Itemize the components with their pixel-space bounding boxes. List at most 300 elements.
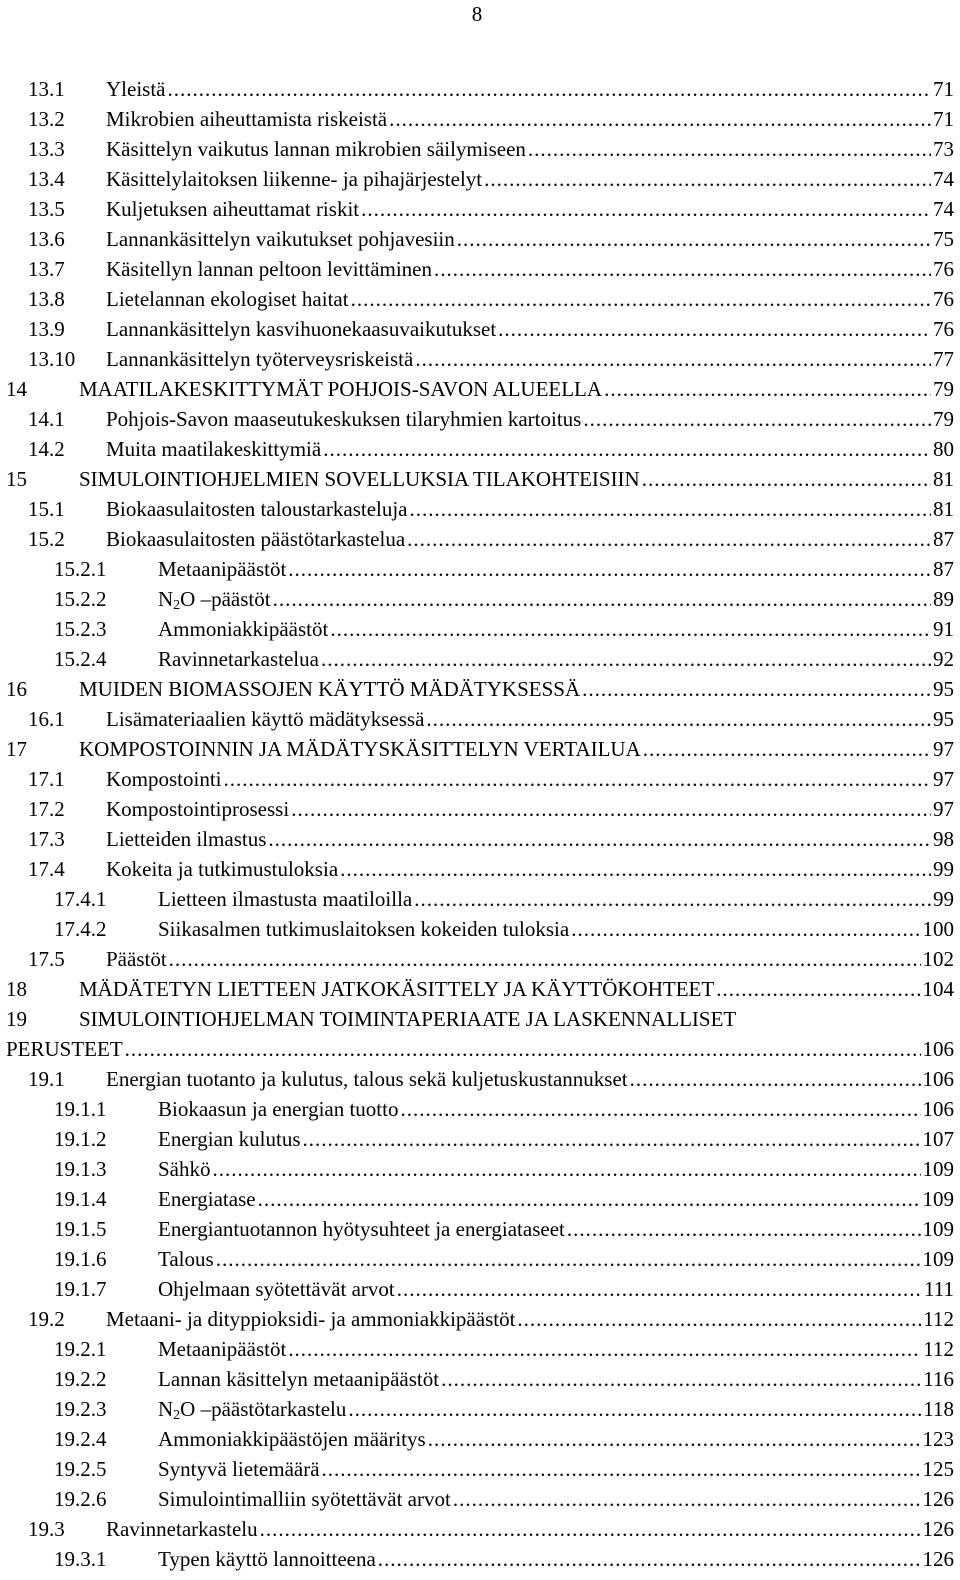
dot-leader	[273, 584, 931, 614]
toc-entry-body	[106, 344, 954, 374]
dot-leader	[291, 794, 931, 824]
toc-entry-page[interactable]: 92	[933, 647, 954, 671]
toc-entry-title: Metaani- ja dityppioksidi- ja ammoniakkipäästöt	[106, 1304, 517, 1334]
toc-entry[interactable]	[0, 524, 954, 554]
toc-entry-body	[79, 734, 954, 764]
toc-entry-body	[158, 1094, 954, 1124]
dot-leader	[517, 1304, 921, 1334]
toc-entry-body	[158, 1454, 954, 1484]
toc-entry-number: 13.1	[28, 77, 65, 101]
dot-leader	[642, 464, 931, 494]
toc-entry-title: Siikasalmen tutkimuslaitoksen kokeiden tuloksia	[158, 914, 571, 944]
toc-entry-page[interactable]: 111	[924, 1277, 954, 1301]
toc-entry-number: 19.2.5	[54, 1457, 107, 1481]
toc-entry-page[interactable]: 71	[933, 77, 954, 101]
toc-entry-number: 17.4.1	[54, 887, 107, 911]
toc-entry-page[interactable]: 75	[933, 227, 954, 251]
toc-entry-page[interactable]: 89	[933, 587, 954, 611]
dot-leader	[426, 704, 931, 734]
toc-entry-number: 19.2.3	[54, 1397, 107, 1421]
toc-entry[interactable]	[0, 674, 954, 704]
toc-entry[interactable]	[0, 914, 954, 944]
toc-entry-page[interactable]: 79	[933, 377, 954, 401]
toc-entry-page[interactable]: 71	[933, 107, 954, 131]
toc-entry[interactable]	[0, 764, 954, 794]
toc-entry-number: 19.3	[28, 1517, 65, 1541]
toc-entry-body	[158, 1364, 954, 1394]
toc-entry[interactable]	[0, 1124, 954, 1154]
title-part: N	[158, 587, 174, 611]
toc-entry[interactable]	[0, 704, 954, 734]
toc-entry[interactable]	[0, 314, 954, 344]
toc-entry-number: 17.5	[28, 947, 65, 971]
dot-leader	[351, 284, 931, 314]
toc-entry-title: Energiatase	[158, 1184, 258, 1214]
toc-entry-number: 17.1	[28, 767, 65, 791]
toc-entry-title: Lietelannan ekologiset haitat	[106, 284, 351, 314]
toc-entry-number: 19.1.7	[54, 1277, 107, 1301]
toc-entry[interactable]	[0, 1214, 954, 1244]
toc-entry-page[interactable]: 76	[933, 257, 954, 281]
dot-leader	[330, 614, 931, 644]
toc-entry-body	[106, 164, 954, 194]
dot-leader	[321, 644, 931, 674]
toc-entry-number: 19.1	[28, 1067, 65, 1091]
toc-entry-page[interactable]: 107	[922, 1127, 954, 1151]
toc-entry-title: Muita maatilakeskittymiä	[106, 434, 323, 464]
toc-entry-title: KOMPOSTOINNIN JA MÄDÄTYSKÄSITTELYN VERTAILUA	[79, 734, 643, 764]
toc-entry-body	[106, 134, 954, 164]
toc-entry[interactable]	[0, 1274, 954, 1304]
toc-entry-page[interactable]: 112	[923, 1307, 954, 1331]
toc-entry-body	[158, 614, 954, 644]
toc-entry[interactable]	[0, 434, 954, 464]
dot-leader	[268, 824, 931, 854]
toc-entry-title-continued: PERUSTEET	[6, 1034, 125, 1064]
toc-entry-page[interactable]: 76	[933, 287, 954, 311]
toc-entry-page[interactable]: 109	[922, 1247, 954, 1271]
toc-entry-number: 19	[6, 1007, 27, 1031]
toc-entry-title: Lannankäsittelyn työterveysriskeistä	[106, 344, 415, 374]
toc-entry-number: 14.2	[28, 437, 65, 461]
toc-entry-number: 19.2.1	[54, 1337, 107, 1361]
toc-entry[interactable]	[0, 494, 954, 524]
toc-entry-title	[158, 584, 273, 614]
toc-entry[interactable]	[0, 1064, 954, 1094]
toc-entry[interactable]	[0, 614, 954, 644]
toc-entry-page[interactable]: 98	[933, 827, 954, 851]
toc-entry[interactable]	[0, 1304, 954, 1334]
toc-entry-title: Ammoniakkipäästöt	[158, 614, 330, 644]
toc-entry-page[interactable]: 80	[933, 437, 954, 461]
toc-entry[interactable]	[0, 884, 954, 914]
toc-entry-number: 17.4.2	[54, 917, 107, 941]
toc-entry-body	[106, 854, 954, 884]
title-part: N	[158, 1397, 174, 1421]
dot-leader	[453, 1484, 921, 1514]
toc-entry[interactable]	[0, 374, 954, 404]
dot-leader	[643, 734, 931, 764]
toc-entry-body	[158, 1334, 954, 1364]
toc-entry[interactable]	[0, 554, 954, 584]
dot-leader	[434, 254, 931, 284]
dot-leader	[322, 1454, 921, 1484]
toc-entry-number: 18	[6, 977, 27, 1001]
toc-entry-number: 19.2.6	[54, 1487, 107, 1511]
toc-entry-body	[158, 914, 954, 944]
toc-entry-title: MUIDEN BIOMASSOJEN KÄYTTÖ MÄDÄTYKSESSÄ	[79, 674, 582, 704]
toc-entry[interactable]	[0, 974, 954, 1004]
toc-entry-body	[158, 884, 954, 914]
toc-entry-title: Pohjois-Savon maaseutukeskuksen tilaryhmien kartoitus	[106, 404, 583, 434]
toc-entry-title: Lannan käsittelyn metaanipäästöt	[158, 1364, 441, 1394]
toc-entry-page[interactable]: 81	[933, 497, 954, 521]
toc-entry[interactable]	[0, 1154, 954, 1184]
toc-entry-number: 17.3	[28, 827, 65, 851]
toc-entry-page[interactable]: 95	[933, 707, 954, 731]
toc-entry-page[interactable]: 73	[933, 137, 954, 161]
toc-entry-title: Energian kulutus	[158, 1124, 303, 1154]
toc-entry-title: Ravinnetarkastelu	[106, 1514, 260, 1544]
toc-entry[interactable]	[0, 284, 954, 314]
toc-entry[interactable]	[0, 1094, 954, 1124]
title-part: O –päästöt	[180, 587, 271, 611]
toc-entry-body	[106, 704, 954, 734]
toc-entry-page[interactable]: 87	[933, 557, 954, 581]
dot-leader	[361, 194, 931, 224]
toc-entry-page[interactable]: 118	[923, 1397, 954, 1421]
toc-entry-title: SIMULOINTIOHJELMAN TOIMINTAPERIAATE JA LASKENNALLISET	[79, 1007, 737, 1031]
toc-entry-title	[158, 1394, 348, 1424]
toc-entry[interactable]	[0, 1334, 954, 1364]
dot-leader	[415, 344, 931, 374]
toc-entry-number: 16.1	[28, 707, 65, 731]
dot-leader	[167, 74, 931, 104]
dot-leader	[303, 1124, 921, 1154]
toc-entry[interactable]	[0, 344, 954, 374]
toc-entry-title: Mikrobien aiheuttamista riskeistä	[106, 104, 389, 134]
toc-entry-number: 14.1	[28, 407, 65, 431]
toc-entry-number: 13.2	[28, 107, 65, 131]
toc-entry-page[interactable]: 81	[933, 467, 954, 491]
toc-entry-page[interactable]: 112	[923, 1337, 954, 1361]
toc-entry-page[interactable]: 77	[933, 347, 954, 371]
toc-entry-page[interactable]: 102	[922, 947, 954, 971]
toc-entry-title: Yleistä	[106, 74, 167, 104]
toc-entry-page[interactable]: 76	[933, 317, 954, 341]
dot-leader	[441, 1364, 921, 1394]
toc-entry-page[interactable]: 97	[933, 767, 954, 791]
toc-entry-number: 13.8	[28, 287, 65, 311]
toc-entry[interactable]	[0, 1454, 954, 1484]
toc-entry-page[interactable]: 74	[933, 167, 954, 191]
dot-leader	[213, 1154, 921, 1184]
dot-leader	[484, 164, 931, 194]
toc-entry-title: MAATILAKESKITTYMÄT POHJOIS-SAVON ALUEELLA	[79, 374, 604, 404]
toc-entry-title: Sähkö	[158, 1154, 213, 1184]
toc-entry-title: Ammoniakkipäästöjen määritys	[158, 1424, 428, 1454]
toc-entry-body	[158, 644, 954, 674]
toc-entry-title: Käsittelyn vaikutus lannan mikrobien säilymiseen	[106, 134, 528, 164]
toc-entry-body	[158, 1484, 954, 1514]
dot-leader	[410, 494, 931, 524]
toc-entry-body	[106, 254, 954, 284]
toc-entry-page[interactable]: 104	[922, 977, 954, 1001]
toc-entry-page[interactable]: 100	[922, 917, 954, 941]
table-of-contents	[0, 74, 954, 1574]
toc-entry-page[interactable]: 126	[922, 1547, 954, 1571]
dot-leader	[414, 884, 931, 914]
toc-entry-page[interactable]: 87	[933, 527, 954, 551]
toc-entry-page[interactable]: 126	[922, 1487, 954, 1511]
toc-entry-body	[106, 524, 954, 554]
toc-entry-number: 19.1.2	[54, 1127, 107, 1151]
toc-entry-page[interactable]: 116	[923, 1367, 954, 1391]
dot-leader	[323, 434, 931, 464]
toc-entry[interactable]	[0, 404, 954, 434]
toc-entry-number: 19.2.4	[54, 1427, 107, 1451]
toc-entry-title: Lannankäsittelyn vaikutukset pohjavesiin	[106, 224, 457, 254]
dot-leader	[348, 1394, 921, 1424]
dot-leader	[716, 974, 920, 1004]
toc-entry[interactable]	[0, 194, 954, 224]
toc-entry[interactable]	[0, 1514, 954, 1544]
toc-entry-number: 15.2	[28, 527, 65, 551]
toc-entry-page[interactable]: 74	[933, 197, 954, 221]
toc-entry-number: 13.3	[28, 137, 65, 161]
toc-entry-number: 19.1.5	[54, 1217, 107, 1241]
toc-entry-body	[106, 404, 954, 434]
toc-entry-title: Energiantuotannon hyötysuhteet ja energiataseet	[158, 1214, 567, 1244]
dot-leader	[288, 554, 931, 584]
toc-entry-title: Ohjelmaan syötettävät arvot	[158, 1274, 397, 1304]
toc-entry-title: Käsittelylaitoksen liikenne- ja pihajärjestelyt	[106, 164, 484, 194]
toc-entry-number: 17.4	[28, 857, 65, 881]
toc-entry[interactable]	[0, 1364, 954, 1394]
toc-entry-body	[106, 1304, 954, 1334]
toc-entry-number: 19.1.6	[54, 1247, 107, 1271]
subscript: 2	[173, 598, 181, 613]
dot-leader	[258, 1184, 921, 1214]
toc-entry-body	[158, 1154, 954, 1184]
toc-entry[interactable]	[0, 1544, 954, 1574]
toc-entry-title: Kokeita ja tutkimustuloksia	[106, 854, 340, 884]
toc-entry-body	[158, 1544, 954, 1574]
toc-entry-title: Typen käyttö lannoitteena	[158, 1544, 378, 1574]
toc-entry[interactable]	[0, 854, 954, 884]
toc-entry-page[interactable]: 97	[933, 737, 954, 761]
dot-leader	[583, 404, 931, 434]
toc-entry-body	[79, 974, 954, 1004]
dot-leader	[604, 374, 931, 404]
toc-entry-number: 16	[6, 677, 27, 701]
toc-entry-title: Talous	[158, 1244, 216, 1274]
toc-entry-body	[106, 794, 954, 824]
toc-entry[interactable]	[0, 1184, 954, 1214]
toc-entry-number: 13.4	[28, 167, 65, 191]
toc-entry-page[interactable]: 79	[933, 407, 954, 431]
toc-entry-body	[79, 674, 954, 704]
toc-entry[interactable]	[0, 254, 954, 284]
dot-leader	[397, 1274, 922, 1304]
dot-leader	[378, 1544, 921, 1574]
dot-leader	[498, 314, 931, 344]
toc-entry-body	[106, 1514, 954, 1544]
dot-leader	[582, 674, 931, 704]
toc-entry[interactable]	[0, 584, 954, 614]
toc-entry-title: Biokaasulaitosten päästötarkastelua	[106, 524, 407, 554]
dot-leader	[407, 524, 931, 554]
toc-entry-body	[158, 1424, 954, 1454]
dot-leader	[400, 1094, 920, 1124]
toc-entry-body	[158, 1184, 954, 1214]
toc-entry[interactable]	[0, 794, 954, 824]
toc-entry-title: Kuljetuksen aiheuttamat riskit	[106, 194, 361, 224]
toc-entry-title: Lannankäsittelyn kasvihuonekaasuvaikutukset	[106, 314, 498, 344]
toc-entry-title: Metaanipäästöt	[158, 1334, 288, 1364]
toc-entry-number: 13.10	[28, 347, 76, 371]
toc-entry-number: 19.3.1	[54, 1547, 107, 1571]
toc-entry-body	[106, 284, 954, 314]
dot-leader	[169, 944, 921, 974]
dot-leader	[288, 1334, 921, 1364]
toc-entry[interactable]	[0, 74, 954, 104]
toc-entry-number: 19.1.4	[54, 1187, 107, 1211]
toc-entry-page[interactable]: 126	[922, 1517, 954, 1541]
toc-entry[interactable]	[0, 464, 954, 494]
toc-entry-body	[106, 494, 954, 524]
toc-entry-body	[106, 314, 954, 344]
toc-entry-body	[106, 224, 954, 254]
dot-leader	[571, 914, 920, 944]
toc-entry-number: 13.5	[28, 197, 65, 221]
toc-entry-body	[106, 104, 954, 134]
toc-entry-body	[79, 464, 954, 494]
toc-entry-title: Kompostointiprosessi	[106, 794, 291, 824]
toc-entry-body	[158, 554, 954, 584]
title-part: O –päästötarkastelu	[180, 1397, 347, 1421]
toc-entry-page[interactable]: 109	[922, 1187, 954, 1211]
dot-leader	[216, 1244, 921, 1274]
toc-entry-body	[106, 824, 954, 854]
toc-entry-title: MÄDÄTETYN LIETTEEN JATKOKÄSITTELY JA KÄYTTÖKOHTEET	[79, 974, 716, 1004]
toc-entry-number: 17	[6, 737, 27, 761]
toc-entry-number: 19.2	[28, 1307, 65, 1331]
toc-entry[interactable]	[0, 164, 954, 194]
toc-entry[interactable]	[0, 824, 954, 854]
toc-entry-page[interactable]: 91	[933, 617, 954, 641]
toc-entry-body	[158, 584, 954, 614]
toc-entry-title: Ravinnetarkastelua	[158, 644, 321, 674]
toc-entry-number: 19.1.3	[54, 1157, 107, 1181]
toc-entry-title: Simulointimalliin syötettävät arvot	[158, 1484, 453, 1514]
toc-entry-title: Päästöt	[106, 944, 169, 974]
toc-entry[interactable]	[0, 1394, 954, 1424]
toc-entry-page[interactable]: 95	[933, 677, 954, 701]
toc-entry-number: 15.2.2	[54, 587, 107, 611]
toc-entry-body	[158, 1244, 954, 1274]
toc-entry[interactable]	[0, 224, 954, 254]
toc-entry-title: Energian tuotanto ja kulutus, talous sekä kuljetuskustannukset	[106, 1064, 630, 1094]
toc-entry[interactable]	[0, 134, 954, 164]
toc-entry-body	[79, 374, 954, 404]
toc-entry-number: 15.1	[28, 497, 65, 521]
toc-entry-page[interactable]: 97	[933, 797, 954, 821]
toc-entry-body	[106, 434, 954, 464]
toc-entry-body	[158, 1394, 954, 1424]
dot-leader	[457, 224, 931, 254]
toc-entry-title: Kompostointi	[106, 764, 224, 794]
toc-entry-title: Käsitellyn lannan peltoon levittäminen	[106, 254, 434, 284]
toc-entry-page[interactable]: 125	[922, 1457, 954, 1481]
toc-entry-number: 15.2.1	[54, 557, 107, 581]
toc-entry-title: Lisämateriaalien käyttö mädätyksessä	[106, 704, 426, 734]
dot-leader	[528, 134, 931, 164]
toc-entry-number: 19.2.2	[54, 1367, 107, 1391]
toc-entry[interactable]	[0, 644, 954, 674]
toc-entry-page[interactable]: 109	[922, 1157, 954, 1181]
toc-entry-title: Lietteiden ilmastus	[106, 824, 268, 854]
toc-entry-body	[106, 764, 954, 794]
toc-entry-body	[106, 944, 954, 974]
toc-entry-body	[158, 1124, 954, 1154]
toc-entry[interactable]	[0, 1424, 954, 1454]
toc-entry-number: 19.1.1	[54, 1097, 107, 1121]
toc-entry-number: 13.7	[28, 257, 65, 281]
toc-entry-title: Metaanipäästöt	[158, 554, 288, 584]
toc-entry-body	[106, 74, 954, 104]
toc-entry-page[interactable]: 99	[933, 887, 954, 911]
toc-entry-page[interactable]: 109	[922, 1217, 954, 1241]
dot-leader	[340, 854, 931, 884]
toc-entry-number: 13.6	[28, 227, 65, 251]
toc-entry-body	[158, 1274, 954, 1304]
toc-entry-title: Lietteen ilmastusta maatiloilla	[158, 884, 414, 914]
toc-entry[interactable]	[0, 734, 954, 764]
toc-entry[interactable]	[0, 104, 954, 134]
page-number: 8	[471, 2, 483, 26]
toc-entry-body	[106, 194, 954, 224]
dot-leader	[224, 764, 931, 794]
toc-entry-number: 15.2.3	[54, 617, 107, 641]
toc-entry-page[interactable]: 123	[922, 1427, 954, 1451]
toc-entry-title: Syntyvä lietemäärä	[158, 1454, 322, 1484]
toc-entry-body	[106, 1064, 954, 1094]
dot-leader	[567, 1214, 921, 1244]
toc-entry-page[interactable]: 99	[933, 857, 954, 881]
toc-entry-number: 17.2	[28, 797, 65, 821]
toc-entry-body	[158, 1214, 954, 1244]
dot-leader	[428, 1424, 921, 1454]
toc-entry-page[interactable]: 106	[922, 1067, 954, 1091]
toc-entry-number: 15	[6, 467, 27, 491]
toc-entry-number: 15.2.4	[54, 647, 107, 671]
toc-entry-title: SIMULOINTIOHJELMIEN SOVELLUKSIA TILAKOHTEISIIN	[79, 464, 642, 494]
dot-leader	[260, 1514, 921, 1544]
subscript: 2	[173, 1408, 181, 1423]
dot-leader	[630, 1064, 921, 1094]
toc-entry[interactable]	[0, 944, 954, 974]
toc-entry[interactable]	[0, 1004, 954, 1064]
dot-leader	[389, 104, 931, 134]
toc-entry-page[interactable]: 106	[922, 1097, 954, 1121]
toc-entry-title: Biokaasulaitosten taloustarkasteluja	[106, 494, 410, 524]
toc-entry[interactable]	[0, 1244, 954, 1274]
toc-entry-page[interactable]: 106	[922, 1037, 954, 1061]
toc-entry[interactable]	[0, 1484, 954, 1514]
toc-entry-number: 14	[6, 377, 27, 401]
toc-entry-title: Biokaasun ja energian tuotto	[158, 1094, 400, 1124]
